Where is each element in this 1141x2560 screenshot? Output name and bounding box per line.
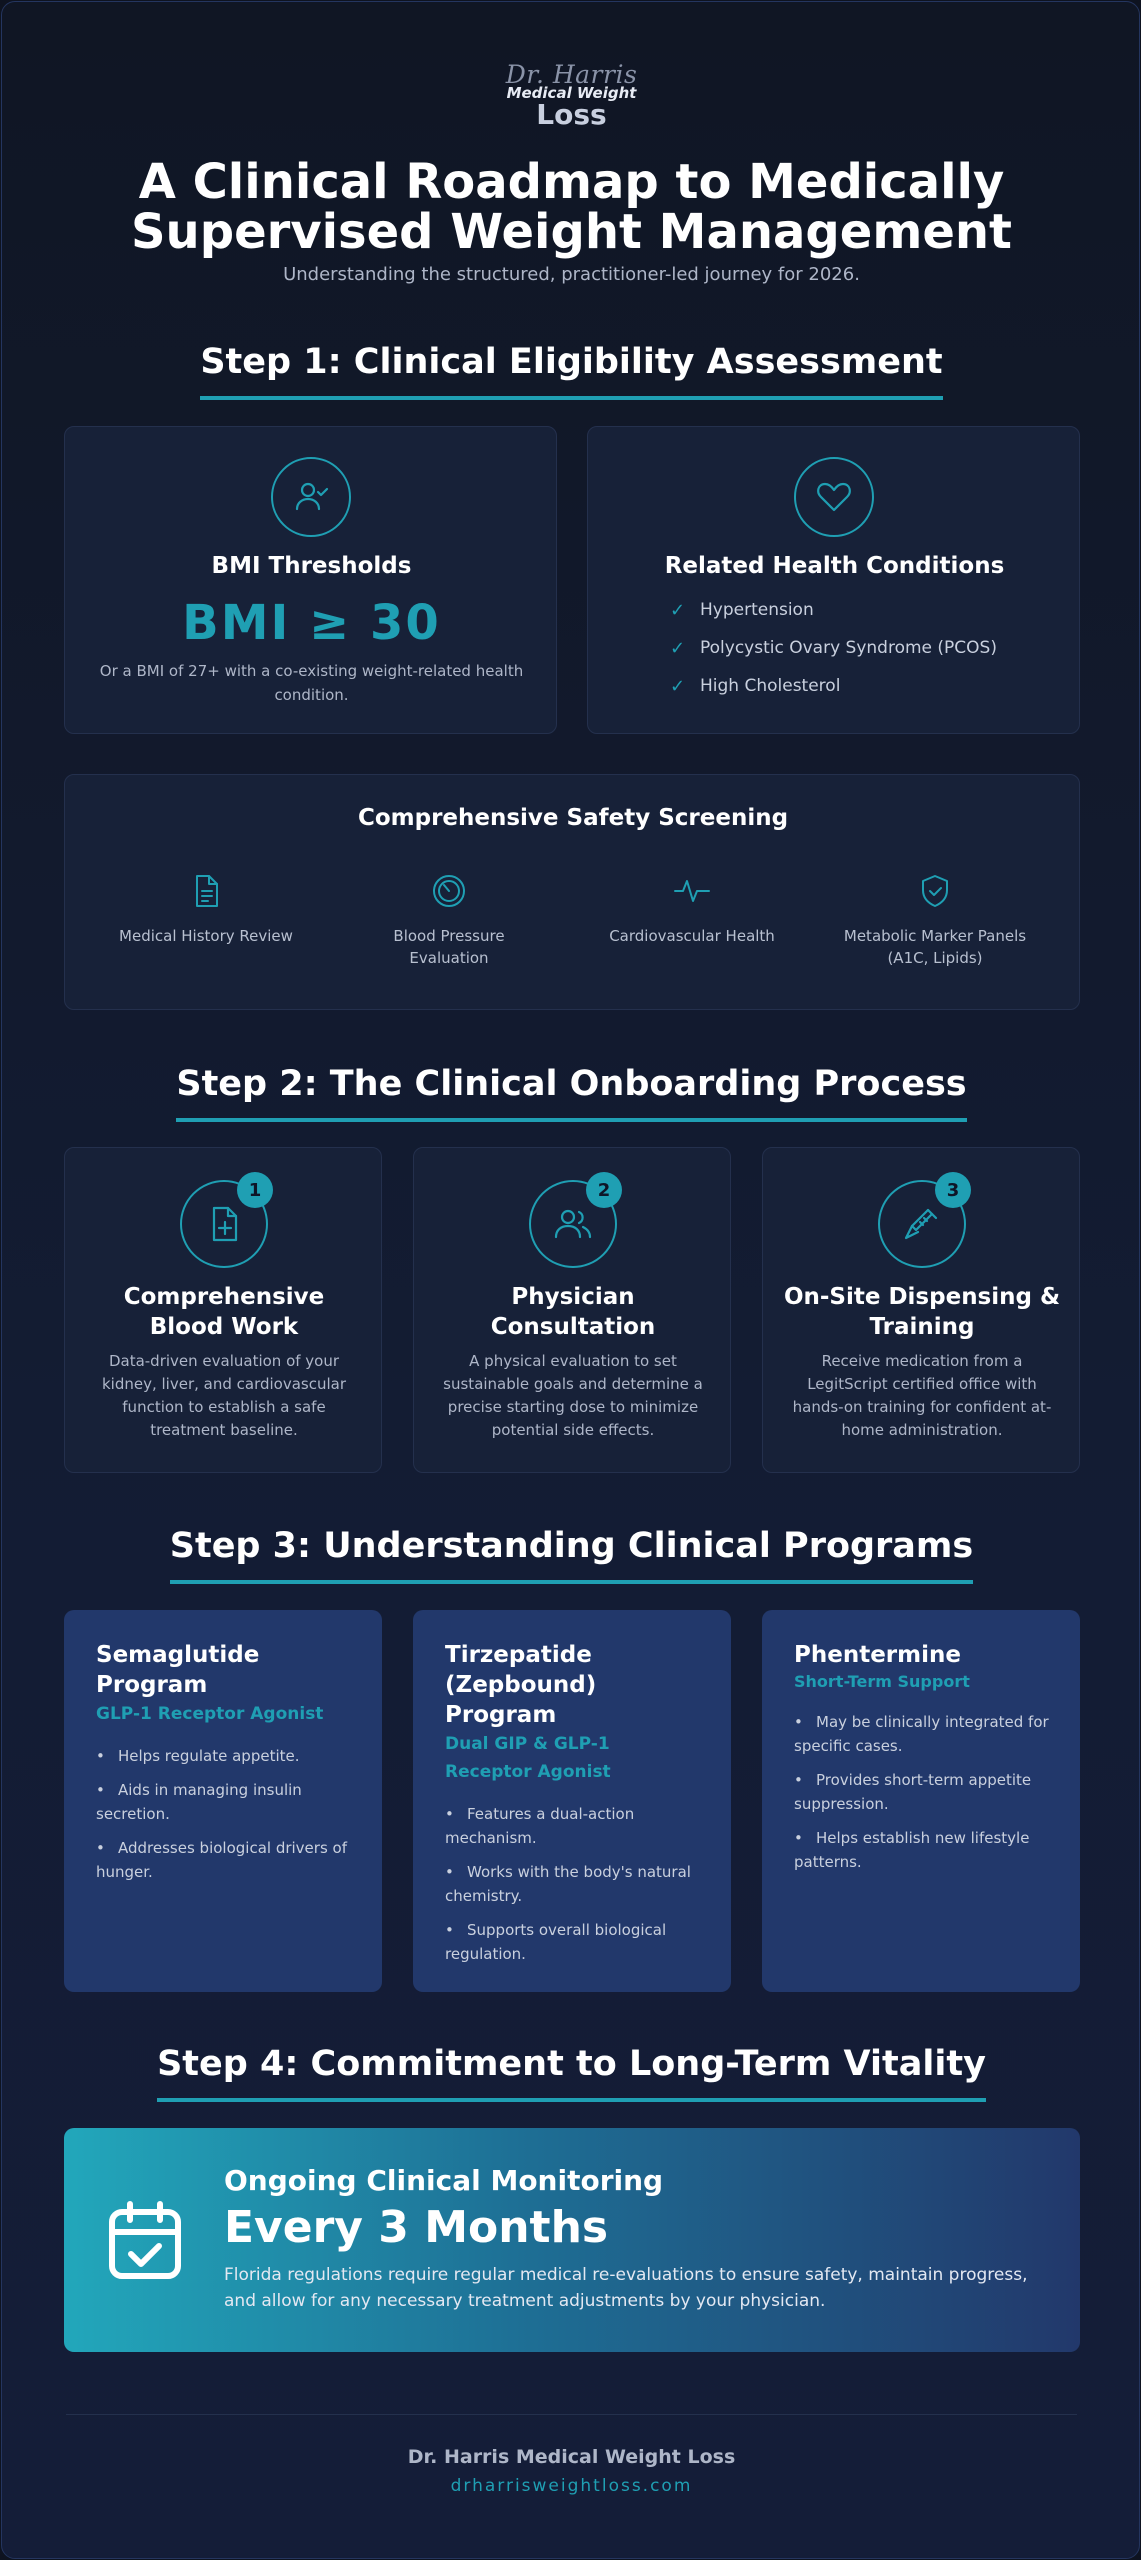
program-bullet-text: May be clinically integrated for specific cases. <box>794 1713 1049 1755</box>
program-bullets <box>794 1710 1054 1874</box>
document-icon <box>189 873 223 909</box>
screening-label: Blood Pressure Evaluation <box>393 927 505 967</box>
program-bullet: • Addresses biological drivers of hunger. <box>96 1839 347 1881</box>
step2-heading-text: Step 2: The Clinical Onboarding Process <box>176 1064 966 1122</box>
condition-item <box>670 667 1070 705</box>
program-bullet: • Provides short-term appetite suppression. <box>794 1771 1032 1813</box>
condition-label: Polycystic Ovary Syndrome (PCOS) <box>700 638 997 658</box>
onboarding-card-dispensing <box>762 1147 1080 1473</box>
page-subtitle: Understanding the structured, practitioner-led journey for 2026. <box>283 264 860 285</box>
program-card-tirzepatide <box>413 1610 731 1992</box>
check-icon: ✓ <box>670 637 686 659</box>
check-icon: ✓ <box>670 599 686 621</box>
program-card-semaglutide <box>64 1610 382 1992</box>
program-subtitle: Dual GIP & GLP-1 Receptor Agonist <box>445 1734 611 1782</box>
title-line-2: Supervised Weight Management <box>130 204 1012 260</box>
program-content <box>794 1640 1054 1884</box>
condition-label: Hypertension <box>700 600 814 620</box>
step2-heading <box>2 1064 1140 1122</box>
onboarding-text: Receive medication from a LegitScript certified office with hands-on training for confident at-home administration. <box>792 1352 1052 1439</box>
onboarding-card-consultation <box>413 1147 731 1473</box>
program-bullet: • Helps regulate appetite. <box>96 1747 300 1765</box>
pulse-icon <box>673 873 711 909</box>
onboarding-text: Data-driven evaluation of your kidney, liver, and cardiovascular function to establish a safe treatment baseline. <box>101 1352 347 1439</box>
condition-label: High Cholesterol <box>700 676 841 696</box>
program-bullets <box>96 1744 356 1884</box>
program-bullet-text: Helps establish new lifestyle patterns. <box>794 1829 1030 1871</box>
screening-label: Medical History Review <box>119 927 293 945</box>
program-content <box>445 1640 700 1976</box>
monitoring-banner <box>64 2128 1080 2352</box>
footer-url[interactable]: drharrisweightloss.com <box>450 2476 693 2496</box>
step3-heading-text: Step 3: Understanding Clinical Programs <box>170 1526 973 1584</box>
conditions-list <box>670 591 1070 705</box>
step-number-badge: 1 <box>237 1172 273 1208</box>
program-bullet: • Supports overall biological regulation. <box>445 1921 667 1963</box>
heart-icon <box>794 457 874 537</box>
title-line-1: A Clinical Roadmap to Medically <box>138 154 1005 210</box>
step1-heading <box>2 342 1140 400</box>
program-title: Phentermine <box>794 1642 961 1668</box>
onboarding-card-blood-work <box>64 1147 382 1473</box>
step-number-badge: 2 <box>586 1172 622 1208</box>
program-card-phentermine <box>762 1610 1080 1992</box>
program-subtitle: Short-Term Support <box>794 1672 970 1691</box>
screening-item-metabolic <box>805 873 1065 969</box>
program-bullet-text: Works with the body's natural chemistry. <box>445 1863 691 1905</box>
page-title <box>2 154 1140 260</box>
onboarding-title: Comprehensive Blood Work <box>123 1284 325 1340</box>
program-title: Tirzepatide (Zepbound) Program <box>445 1642 597 1728</box>
onboarding-text: A physical evaluation to set sustainable goals and determine a precise starting dose to minimize potential side effects. <box>443 1352 703 1439</box>
user-check-icon <box>271 457 351 537</box>
program-bullet-text: Helps regulate appetite. <box>118 1747 300 1765</box>
program-bullet-text: Aids in managing insulin secretion. <box>96 1781 302 1823</box>
onboarding-title: On-Site Dispensing & Training <box>783 1284 1061 1340</box>
program-bullet: • May be clinically integrated for specific cases. <box>794 1713 1049 1755</box>
bmi-title: BMI Thresholds <box>211 553 412 579</box>
bmi-card <box>64 426 557 734</box>
program-bullet: • Aids in managing insulin secretion. <box>96 1781 302 1823</box>
safety-screening-card <box>64 774 1080 1010</box>
screening-label: Metabolic Marker Panels (A1C, Lipids) <box>843 927 1027 967</box>
screening-item-blood-pressure <box>319 873 579 969</box>
calendar-check-icon <box>106 2198 184 2286</box>
screening-item-cardio <box>562 873 822 947</box>
step1-heading-text: Step 1: Clinical Eligibility Assessment <box>200 342 942 400</box>
program-bullet-text: Features a dual-action mechanism. <box>445 1805 635 1847</box>
screening-title: Comprehensive Safety Screening <box>357 805 789 831</box>
conditions-title: Related Health Conditions <box>664 553 1005 579</box>
step-number-badge: 3 <box>935 1172 971 1208</box>
onboarding-title: Physician Consultation <box>490 1284 656 1340</box>
program-title: Semaglutide Program <box>96 1642 260 1698</box>
logo-middle: Medical Weight <box>506 84 637 102</box>
program-bullet-text: Provides short-term appetite suppression. <box>794 1771 1032 1813</box>
step4-heading-text: Step 4: Commitment to Long-Term Vitality <box>157 2044 986 2102</box>
bmi-value: BMI ≥ 30 <box>182 595 441 651</box>
footer-name: Dr. Harris Medical Weight Loss <box>407 2446 736 2468</box>
program-bullet: • Features a dual-action mechanism. <box>445 1805 635 1847</box>
check-icon: ✓ <box>670 675 686 697</box>
monitoring-text: Florida regulations require regular medical re-evaluations to ensure safety, maintain progress, and allow for any necessary treatment adjustments by your physician. <box>224 2265 1028 2311</box>
gauge-icon <box>431 873 467 909</box>
screening-item-history <box>76 873 336 947</box>
step4-heading <box>2 2044 1140 2102</box>
shield-check-icon <box>918 873 952 909</box>
program-bullet: • Works with the body's natural chemistry. <box>445 1863 691 1905</box>
infographic <box>1 1 1140 2559</box>
program-content <box>96 1640 356 1894</box>
program-bullets <box>445 1802 700 1966</box>
program-bullet: • Helps establish new lifestyle patterns. <box>794 1829 1030 1871</box>
conditions-card <box>587 426 1080 734</box>
logo-bottom: Loss <box>536 98 607 131</box>
step3-heading <box>2 1526 1140 1584</box>
bmi-note: Or a BMI of 27+ with a co-existing weight-related health condition. <box>99 662 524 704</box>
footer-divider <box>66 2414 1077 2415</box>
logo <box>2 60 1140 130</box>
logo-script: Dr. Harris <box>505 60 638 89</box>
program-bullet-text: Supports overall biological regulation. <box>445 1921 667 1963</box>
monitoring-frequency: Every 3 Months <box>224 2202 609 2253</box>
monitoring-label: Ongoing Clinical Monitoring <box>224 2164 664 2197</box>
condition-item <box>670 629 1070 667</box>
program-bullet-text: Addresses biological drivers of hunger. <box>96 1839 347 1881</box>
screening-label: Cardiovascular Health <box>609 927 775 945</box>
program-subtitle: GLP-1 Receptor Agonist <box>96 1704 324 1724</box>
condition-item <box>670 591 1070 629</box>
